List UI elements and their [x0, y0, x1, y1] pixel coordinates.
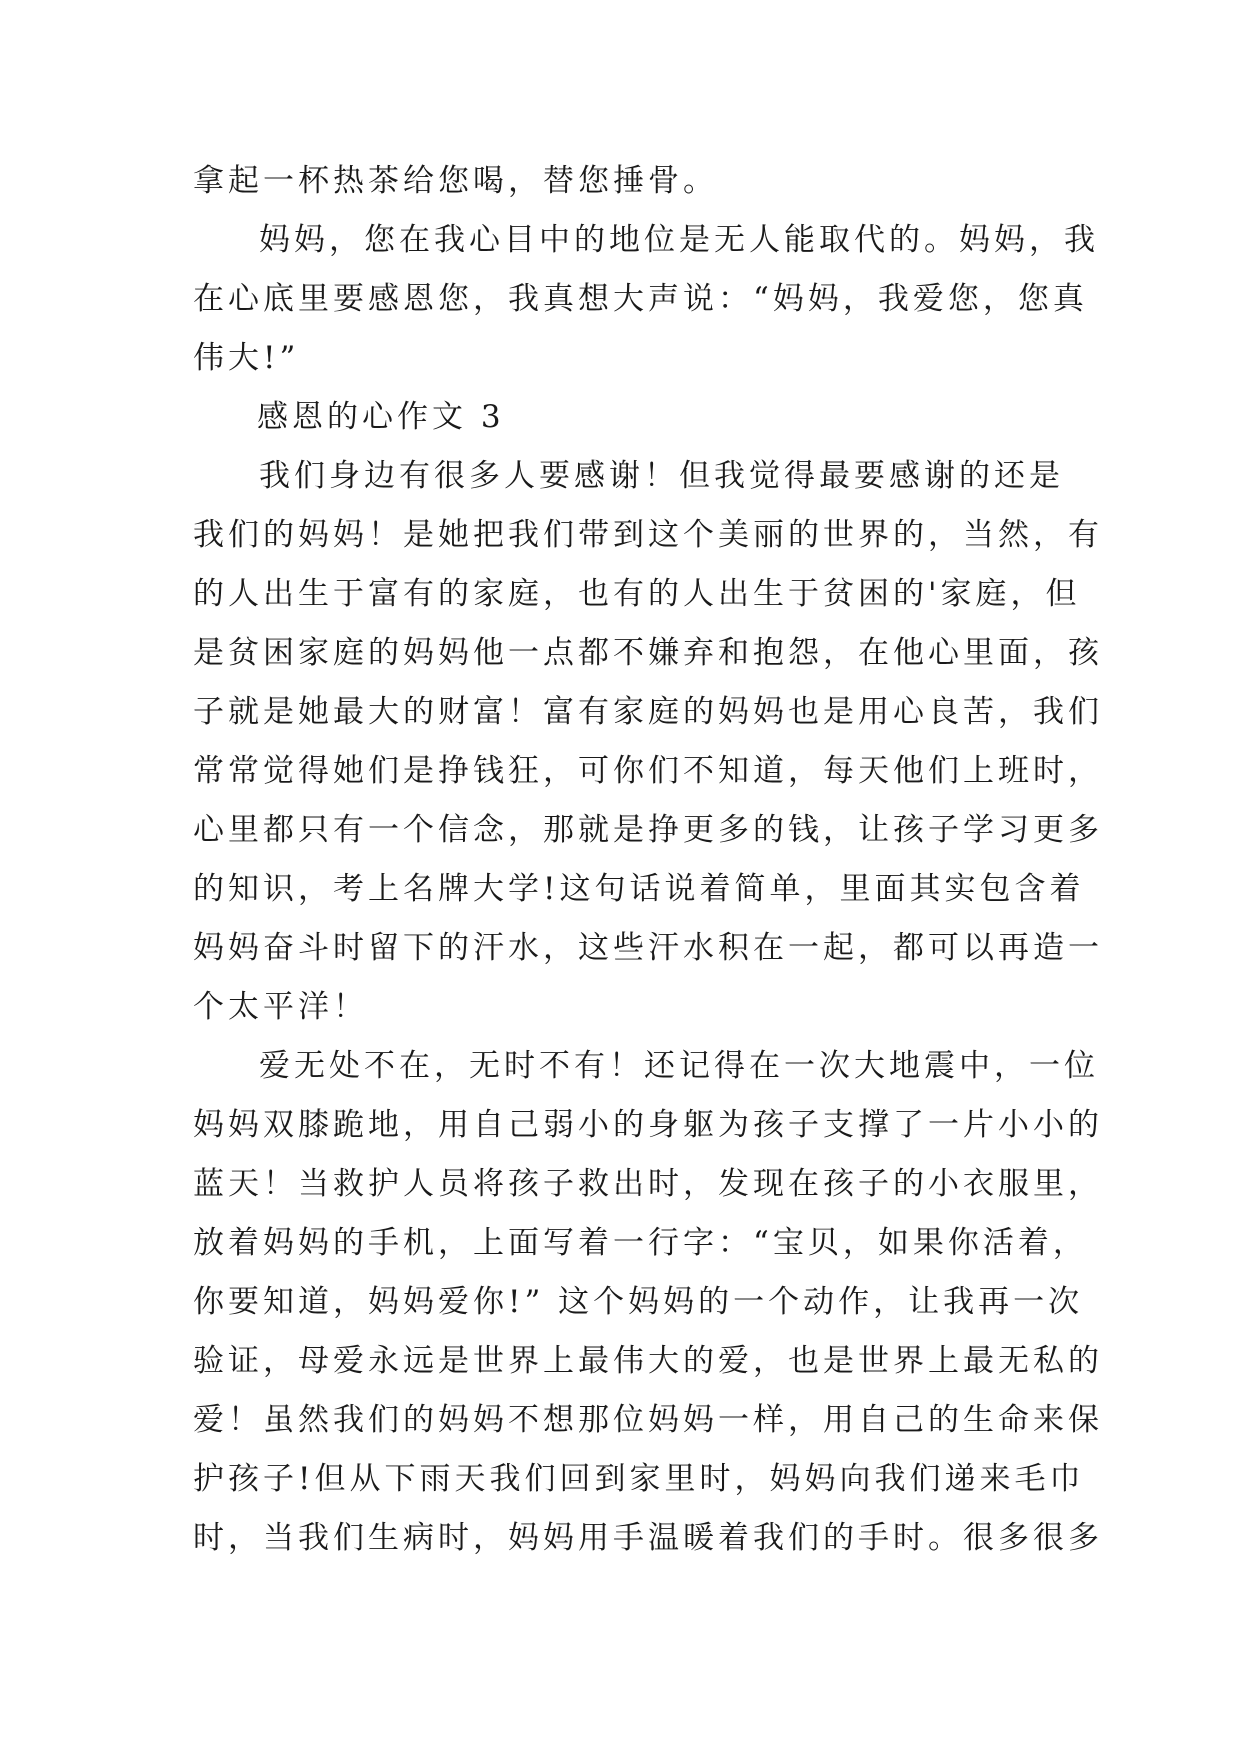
essay-body: [193, 152, 1103, 1568]
text-line: 是贫困家庭的妈妈他一点都不嫌弃和抱怨，在他心里面，孩: [193, 635, 1103, 671]
text-line: 放着妈妈的手机，上面写着一行字：“宝贝，如果你活着，: [193, 1225, 1088, 1261]
text-line: 妈妈双膝跪地，用自己弱小的身躯为孩子支撑了一片小小的: [193, 1107, 1103, 1143]
text-line: 的知识，考上名牌大学!这句话说着简单，里面其实包含着: [193, 871, 1085, 907]
section-heading: 感恩的心作文 3: [257, 399, 505, 435]
text-line: 你要知道，妈妈爱你!” 这个妈妈的一个动作，让我再一次: [193, 1284, 1084, 1320]
text-line: 时，当我们生病时，妈妈用手温暖着我们的手时。很多很多: [193, 1520, 1103, 1556]
text-line: 拿起一杯热茶给您喝，替您捶骨。: [193, 163, 718, 199]
text-line: 蓝天！当救护人员将孩子救出时，发现在孩子的小衣服里，: [193, 1166, 1103, 1202]
paragraph-first-line: 妈妈，您在我心目中的地位是无人能取代的。妈妈，我: [259, 222, 1099, 258]
text-line: 我们的妈妈！是她把我们带到这个美丽的世界的，当然，有: [193, 517, 1103, 553]
text-line: 心里都只有一个信念，那就是挣更多的钱，让孩子学习更多: [193, 812, 1103, 848]
text-line: 个太平洋！: [193, 989, 368, 1025]
text-line: 伟大!”: [193, 340, 300, 376]
paragraph-first-line: 我们身边有很多人要感谢！但我觉得最要感谢的还是: [259, 458, 1064, 494]
text-line: 护孩子!但从下雨天我们回到家里时，妈妈向我们递来毛巾: [193, 1461, 1085, 1497]
text-line: 验证，母爱永远是世界上最伟大的爱，也是世界上最无私的: [193, 1343, 1103, 1379]
text-line: 爱！虽然我们的妈妈不想那位妈妈一样，用自己的生命来保: [193, 1402, 1103, 1438]
text-line: 常常觉得她们是挣钱狂，可你们不知道，每天他们上班时，: [193, 753, 1103, 789]
text-line: 子就是她最大的财富！富有家庭的妈妈也是用心良苦，我们: [193, 694, 1103, 730]
text-line: 妈妈奋斗时留下的汗水，这些汗水积在一起，都可以再造一: [193, 930, 1103, 966]
text-line: 在心底里要感恩您，我真想大声说：“妈妈，我爱您，您真: [193, 281, 1088, 317]
paragraph-first-line: 爱无处不在，无时不有！还记得在一次大地震中，一位: [259, 1048, 1099, 1084]
text-line: 的人出生于富有的家庭，也有的人出生于贫困的'家庭，但: [193, 576, 1081, 612]
